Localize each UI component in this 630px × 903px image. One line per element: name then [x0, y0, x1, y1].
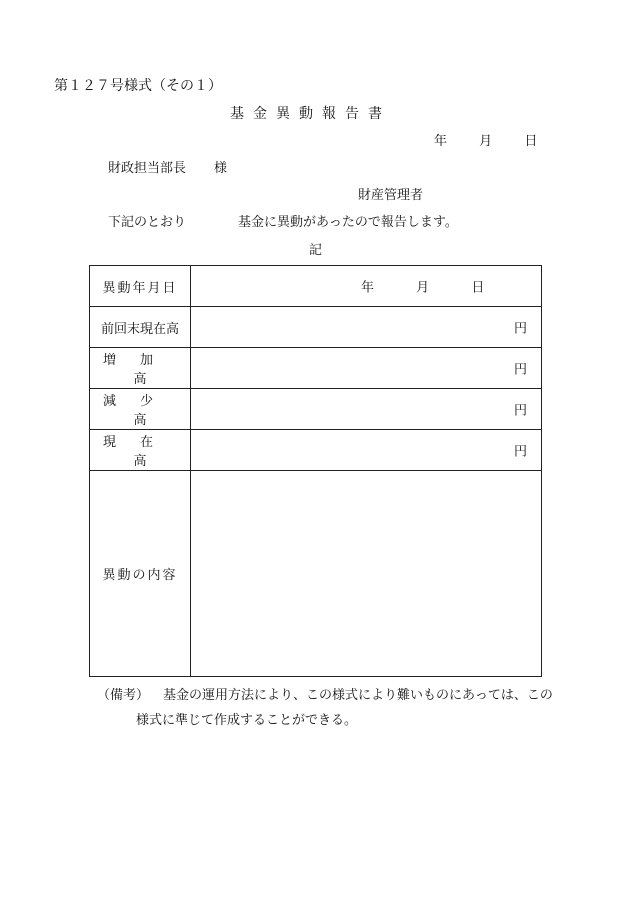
date-day: 日 — [524, 134, 538, 149]
table-row — [90, 348, 542, 389]
date-month: 月 — [479, 134, 493, 149]
table-row — [90, 430, 542, 471]
table-row — [90, 389, 542, 430]
form-number: 第１２７号様式（その１） — [54, 78, 222, 94]
previous-balance-cell[interactable] — [191, 307, 542, 348]
date-day: 日 — [471, 280, 485, 296]
addressee-honorific: 様 — [214, 161, 228, 176]
note-line-1: 基金の運用方法により、この様式により難いものにあっては、この — [163, 688, 553, 703]
decrease-cell[interactable] — [191, 389, 542, 430]
row-label: 増加高 — [90, 348, 191, 389]
row-label: 前回末現在高 — [90, 307, 191, 348]
property-manager: 財産管理者 — [358, 188, 424, 203]
row-label: 異動の内容 — [90, 471, 191, 677]
note-label: （備考） — [97, 688, 150, 703]
row-label: 減少高 — [90, 389, 191, 430]
unit-yen: 円 — [513, 362, 527, 378]
statement-body: 基金に異動があったので報告します。 — [238, 215, 458, 230]
note — [97, 689, 553, 702]
table-row — [90, 266, 542, 307]
document-title: 基金異動報告書 — [230, 106, 391, 122]
date-month: 月 — [416, 280, 430, 296]
report-date — [434, 135, 537, 148]
report-table — [89, 265, 542, 677]
table-row — [90, 471, 542, 677]
date-year: 年 — [361, 280, 375, 296]
increase-cell[interactable] — [191, 348, 542, 389]
unit-yen: 円 — [513, 444, 527, 460]
ki-heading: 記 — [309, 243, 323, 258]
change-details-cell[interactable] — [191, 471, 542, 677]
statement-prefix: 下記のとおり — [108, 215, 187, 230]
note-line-2: 様式に準じて作成することができる。 — [136, 713, 358, 728]
change-date-cell[interactable] — [191, 266, 542, 307]
addressee-name: 財政担当部長 — [108, 161, 187, 176]
change-date — [361, 277, 484, 296]
addressee — [108, 162, 227, 175]
row-label: 現在高 — [90, 430, 191, 471]
date-year: 年 — [434, 134, 448, 149]
unit-yen: 円 — [513, 321, 527, 337]
unit-yen: 円 — [513, 403, 527, 419]
table-row — [90, 307, 542, 348]
row-label: 異動年月日 — [90, 266, 191, 307]
current-balance-cell[interactable] — [191, 430, 542, 471]
